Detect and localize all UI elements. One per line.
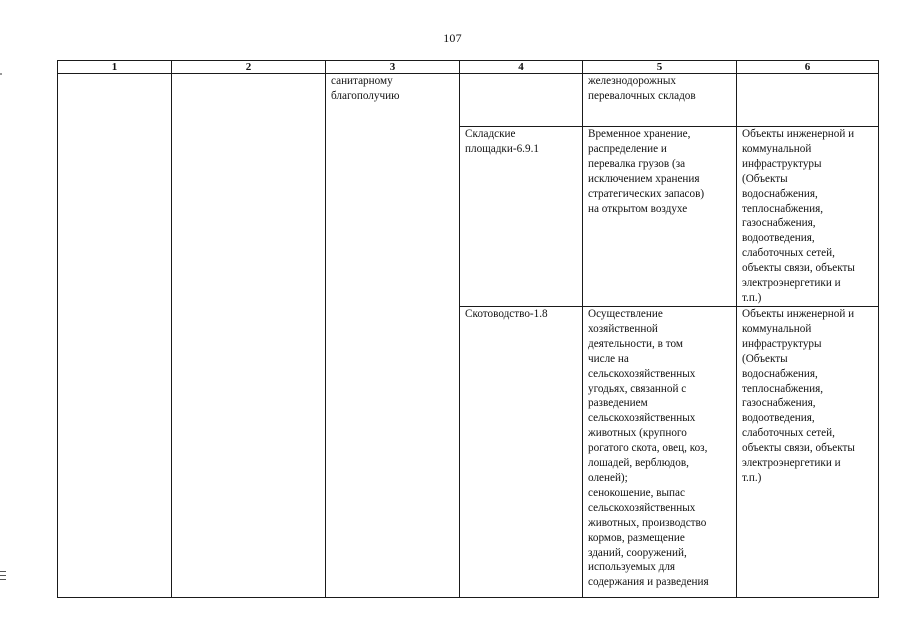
table-cell-col5 <box>583 74 737 127</box>
page-number: 107 <box>443 31 462 45</box>
column-header-1: 1 <box>58 61 172 74</box>
table-cell-col4 <box>460 74 583 127</box>
scan-edge-mark <box>0 571 6 572</box>
land-use-type: Складские площадки-6.9.1 <box>465 128 539 155</box>
land-use-table <box>57 60 879 598</box>
table-header-row <box>58 61 879 74</box>
auxiliary-use-text: Объекты инженерной и коммунальной инфраструктуры (Объекты водоснабжения, теплоснабжения, газоснабжения, водоотведения, слаботочных сетей, объекты связи, объекты электроэнергетики и т.п.) <box>742 128 855 304</box>
scan-dot <box>0 73 2 75</box>
table-cell-col2 <box>172 74 326 598</box>
zone-purpose-text: санитарному благополучию <box>331 75 400 102</box>
land-use-description: железнодорожных перевалочных складов <box>588 75 696 102</box>
table-cell-col6 <box>737 127 879 307</box>
table-cell-col6 <box>737 74 879 127</box>
land-use-description: Временное хранение, распределение и перевалка грузов (за исключением хранения стратегических запасов) на открытом воздухе <box>588 128 705 215</box>
column-header-3: 3 <box>326 61 460 74</box>
table-cell-col4 <box>460 307 583 598</box>
column-header-2: 2 <box>172 61 326 74</box>
scan-edge-mark <box>0 575 6 576</box>
table-row <box>58 74 879 127</box>
table-cell-col4 <box>460 127 583 307</box>
column-header-4: 4 <box>460 61 583 74</box>
table-cell-col3 <box>326 74 460 598</box>
table-cell-col1 <box>58 74 172 598</box>
column-header-5: 5 <box>583 61 737 74</box>
table-cell-col5 <box>583 307 737 598</box>
land-use-description: Осуществление хозяйственной деятельности, в том числе на сельскохозяйственных угодьях, связанной с разведением сельскохозяйственных животных (крупного рогатого скота, овец, коз, лошадей, верблюдов, оленей); сенокошение, выпас сельскохозяйственных животных, производство кормов, размещение зданий, сооружений, используемых для содержания и разведения <box>588 308 709 589</box>
table-cell-col5 <box>583 127 737 307</box>
column-header-6: 6 <box>737 61 879 74</box>
auxiliary-use-text: Объекты инженерной и коммунальной инфраструктуры (Объекты водоснабжения, теплоснабжения, газоснабжения, водоотведения, слаботочных сетей, объекты связи, объекты электроэнергетики и т.п.) <box>742 308 855 484</box>
scan-edge-mark <box>0 579 6 580</box>
table-cell-col6 <box>737 307 879 598</box>
land-use-type: Скотоводство-1.8 <box>465 308 548 320</box>
